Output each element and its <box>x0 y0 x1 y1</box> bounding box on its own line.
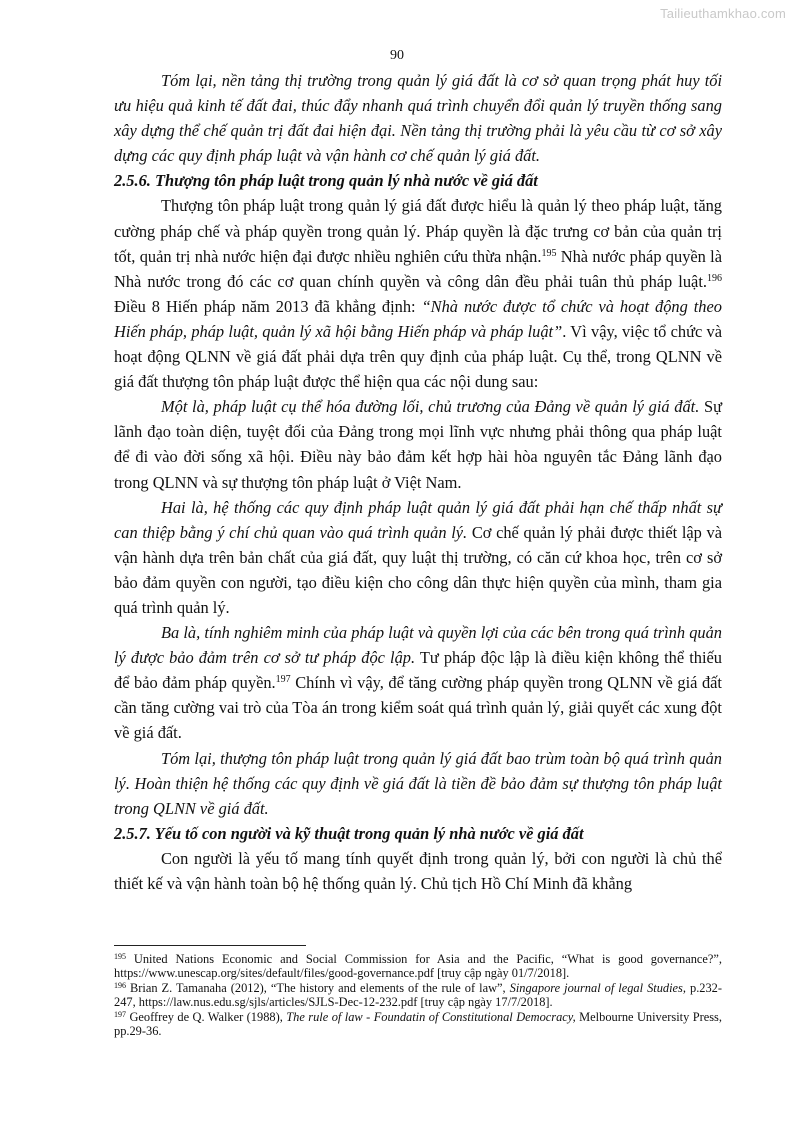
section-heading-2-5-7: 2.5.7. Yếu tố con người và kỹ thuật trong quản lý nhà nước về giá đất <box>114 823 584 843</box>
footnote-book-title: The rule of law - Foundatin of Constitutional Democracy, <box>286 1009 576 1024</box>
footnote-number: 197 <box>114 1009 126 1019</box>
point-two-lead: Hai là, hệ thống các quy định pháp luật quản lý giá đất phải hạn chế thấp nhất sự can thiệp bằng ý chí chủ quan vào quá trình quản lý. <box>114 497 722 542</box>
page-number: 90 <box>390 48 404 63</box>
paragraph-rule-of-law <box>114 193 722 394</box>
footnote-number: 195 <box>114 952 126 961</box>
footnote-separator <box>114 945 306 946</box>
footnote-197 <box>114 1010 722 1039</box>
footnote-ref-197[interactable]: 197 <box>275 674 291 686</box>
footnote-number: 196 <box>114 980 126 990</box>
text: . Vì vậy, việc tổ chức và hoạt động QLNN về giá đất phải dựa trên quy định của pháp luật. Cụ thể, trong QLNN về giá đất thượng tôn pháp luật được thể hiện qua các nội dung sau: <box>114 321 723 392</box>
text: Tư pháp độc lập là điều kiện không thể thiếu để bảo đảm pháp quyền. <box>114 648 723 693</box>
footnote-text: United Nations Economic and Social Commission for Asia and the Pacific, “What is good governance?”, https://www.unescap.org/sites/default/files/good-governance.pdf [truy cập ngày 01/7/2018]. <box>114 952 722 981</box>
watermark: Tailieuthamkhao.com <box>660 6 786 21</box>
paragraph-point-three <box>114 620 722 745</box>
paragraph-human-factor: Con người là yếu tố mang tính quyết định trong quản lý, bởi con người là chủ thể thiết kế và vận hành toàn bộ hệ thống quản lý. Chủ tịch Hồ Chí Minh đã khẳng <box>114 848 722 893</box>
paragraph-summary-market: Tóm lại, nền tảng thị trường trong quản lý giá đất là cơ sở quan trọng phát huy tối ưu hiệu quả kinh tế đất đai, thúc đẩy nhanh quá trình chuyển đổi quản lý truyền thống sang xây dựng thể chế quản trị đất đai hiện đại. Nền tảng thị trường phải là yêu cầu từ cơ sở xây dựng các quy định pháp luật và vận hành cơ chế quản lý giá đất. <box>114 71 722 166</box>
text: Cơ chế quản lý phải được thiết lập và vận hành dựa trên bản chất của giá đất, quy luật thị trường, có căn cứ khoa học, trên cơ sở bảo đảm quyền con người, tạo điều kiện cho công dân thực hiện quyền của mình, tham gia quá trình quản lý. <box>114 522 722 617</box>
footnote-196 <box>114 981 722 1010</box>
footnote-text: Melbourne University Press, pp.29-36. <box>114 1009 722 1039</box>
text: Sự lãnh đạo toàn diện, tuyệt đối của Đảng trong mọi lĩnh vực nhưng phải thông qua pháp luật để đi vào đời sống xã hội. Điều này bảo đảm kết hợp hài hòa nguyên tắc Đảng lãnh đạo trong QLNN và sự thượng tôn pháp luật ở Việt Nam. <box>114 397 722 492</box>
footnote-195 <box>114 952 722 981</box>
footnotes <box>114 952 722 1038</box>
text: Chính vì vậy, để tăng cường pháp quyền trong QLNN về giá đất cần tăng cường vai trò của Tòa án trong kiểm soát quá trình quản lý, giải quyết các xung đột về giá đất. <box>114 673 722 743</box>
footnote-text: p.232-247, https://law.nus.edu.sg/sjls/articles/SJLS-Dec-12-232.pdf [truy cập ngày 17/7/2018]. <box>114 980 723 1010</box>
paragraph-point-one <box>114 394 722 494</box>
footnote-text: Brian Z. Tamanaha (2012), “The history and elements of the rule of law”, <box>126 980 510 995</box>
text: Thượng tôn pháp luật trong quản lý giá đất được hiểu là quản lý theo pháp luật, tăng cường pháp chế và pháp quyền trong quản lý. Pháp quyền là đặc trưng cơ bản của quản trị tốt, quản trị nhà nước hiện đại được nhiều nghiên cứu thừa nhận. <box>114 196 722 266</box>
section-heading-2-5-6: 2.5.6. Thượng tôn pháp luật trong quản lý nhà nước về giá đất <box>114 171 538 191</box>
footnote-ref-195[interactable]: 195 <box>541 247 557 259</box>
paragraph-point-two <box>114 495 722 620</box>
page-body <box>114 68 722 896</box>
paragraph-summary-rule-of-law: Tóm lại, thượng tôn pháp luật trong quản lý giá đất bao trùm toàn bộ quá trình quản lý. Hoàn thiện hệ thống các quy định về giá đất là tiền đề bảo đảm sự thượng tôn pháp luật trong QLNN về giá đất. <box>114 748 722 818</box>
text: Điều 8 Hiến pháp năm 2013 đã khẳng định: <box>114 296 422 316</box>
footnote-text: Geoffrey de Q. Walker (1988), <box>126 1009 287 1024</box>
point-one-lead: Một là, pháp luật cụ thể hóa đường lối, chủ trương của Đảng về quản lý giá đất. <box>161 397 700 417</box>
footnote-ref-196[interactable]: 196 <box>707 272 722 284</box>
text: Nhà nước pháp quyền là Nhà nước trong đó các cơ quan chính quyền và công dân đều phải tuân thủ pháp luật. <box>114 246 722 291</box>
constitution-quote: “Nhà nước được tổ chức và hoạt động theo Hiến pháp, pháp luật, quản lý xã hội bằng Hiến pháp và pháp luật” <box>114 296 722 341</box>
point-three-lead: Ba là, tính nghiêm minh của pháp luật và quyền lợi của các bên trong quá trình quản lý được bảo đảm trên cơ sở tư pháp độc lập. <box>114 623 722 668</box>
footnote-journal-title: Singapore journal of legal Studies, <box>509 980 686 995</box>
